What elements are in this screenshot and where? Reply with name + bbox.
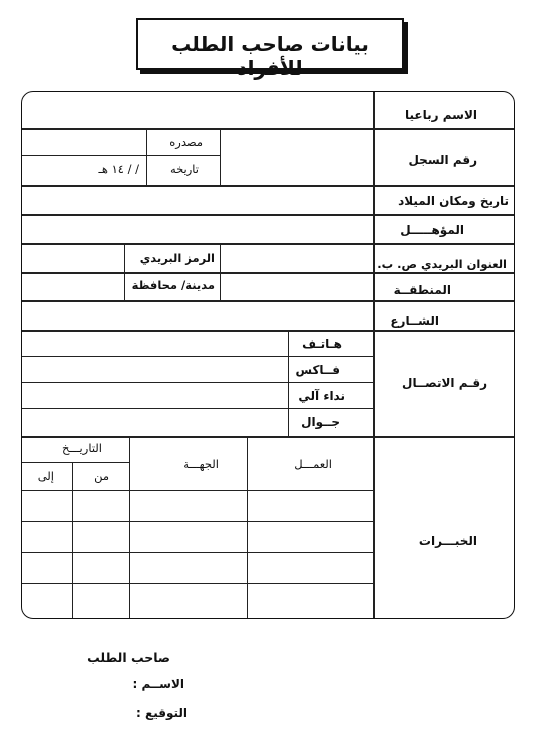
experience-col-divider — [247, 437, 248, 618]
header-from: من — [94, 469, 109, 483]
label-record-no: رقم السجل — [408, 153, 477, 167]
experience-row-line — [22, 490, 373, 491]
label-pager: نداء آلي — [298, 389, 345, 403]
label-city: مدينة/ محافظة — [131, 278, 215, 292]
experience-col-divider — [72, 462, 73, 618]
contact-row-line — [22, 382, 373, 383]
record-subrow-line — [22, 155, 220, 156]
signature-heading: صاحب الطلب — [87, 650, 170, 665]
header-entity: الجهـــة — [183, 457, 219, 471]
row-line — [22, 272, 514, 274]
row-line — [22, 214, 514, 216]
label-name: الاسم رباعيا — [405, 108, 477, 122]
contact-col-divider — [288, 331, 289, 436]
experience-row-line — [22, 552, 373, 553]
row-line — [22, 185, 514, 187]
label-contact: رقـم الاتصــال — [402, 376, 487, 390]
label-date: تاريخه — [169, 162, 199, 176]
signature-sign-label: التوقيع : — [136, 706, 187, 720]
experience-date-line — [22, 462, 129, 463]
label-birth: تاريخ ومكان الميلاد — [398, 194, 509, 208]
form-title: بيانات صاحب الطلب للأفراد — [171, 32, 369, 80]
experience-row-line — [22, 583, 373, 584]
label-phone: هـاتـف — [302, 337, 342, 351]
row-line — [22, 128, 514, 130]
label-column-divider — [373, 92, 375, 618]
record-col-divider — [146, 129, 147, 185]
contact-row-line — [22, 356, 373, 357]
signature-name-label: الاســم : — [132, 677, 184, 691]
label-source: مصدره — [169, 135, 203, 149]
contact-row-line — [22, 408, 373, 409]
label-street: الشــارع — [390, 314, 439, 328]
postal-col-divider — [124, 244, 125, 300]
experience-col-divider — [129, 437, 130, 618]
label-fax: فــاكس — [295, 363, 340, 377]
label-postal-code: الرمز البريدي — [139, 251, 215, 265]
header-date: التاريـــخ — [62, 441, 102, 455]
label-qualification: المؤهـــــل — [400, 223, 464, 237]
form-title-box — [136, 18, 404, 80]
header-to: إلى — [37, 469, 54, 483]
date-pattern: / / ١٤ هـ — [98, 162, 139, 176]
record-col-divider — [220, 129, 221, 185]
label-postal-address: العنوان البريدي ص. ب. — [377, 257, 507, 271]
header-work: العمـــل — [294, 457, 332, 471]
row-line — [22, 436, 514, 438]
row-line — [22, 330, 514, 332]
label-mobile: جــوال — [301, 415, 340, 429]
label-region: المنطقــة — [393, 283, 451, 297]
row-line — [22, 300, 514, 302]
experience-row-line — [22, 521, 373, 522]
row-line — [22, 243, 514, 245]
label-experience: الخبـــرات — [418, 534, 477, 548]
postal-col-divider — [220, 244, 221, 300]
